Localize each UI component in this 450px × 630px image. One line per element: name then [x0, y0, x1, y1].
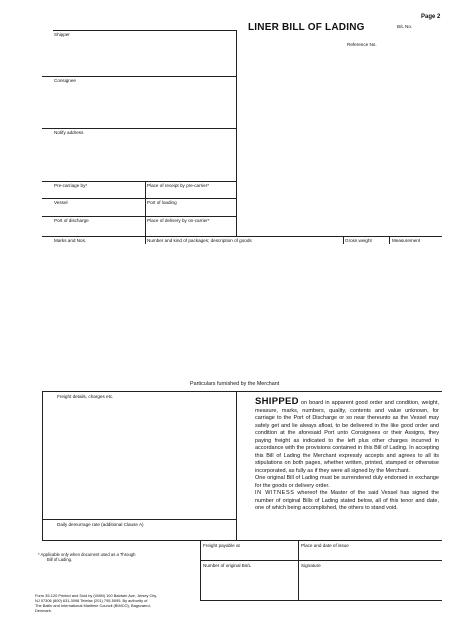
number-originals-field[interactable]	[202, 569, 296, 598]
place-of-delivery-label: Place of delivery by on-carrier*	[147, 218, 210, 223]
goods-col-rule-3	[389, 236, 390, 244]
shipped-text: on board in apparent good order and condition, weight, measure, marks, numbers, quality, contents and value unknown, for carriage to the Port of Discharge or so near thereunto as the Vessel may safely get and lie always afloat, to be delivered in the like good order and condition at the aforesaid Port unto Consignees or their Assigns, they paying freight as indicated to the left plus other charges incurred in accordance with the provisions contained in this Bill of Lading. In accepting this Bill of Lading the Merchant expressly accepts and agrees to all its stipulations on both pages, whether written, printed, stamped or otherwise incorporated, as fully as if they were all signed by the Merchant.	[255, 400, 440, 474]
bottom-mid-rule	[200, 560, 442, 561]
bottom-end-rule	[200, 600, 442, 601]
measurement-label: Measurement	[392, 238, 421, 243]
demurrage-rule	[42, 519, 236, 520]
consignee-rule	[42, 76, 236, 77]
notify-address-label: Notify address	[54, 130, 84, 135]
daily-demurrage-label: Daily demurrage rate (additional Clause A)	[57, 522, 144, 527]
bottom-left-rule	[200, 540, 201, 600]
reference-number-label: Reference No.	[347, 42, 377, 47]
particulars-caption: Particulars furnished by the Merchant	[190, 381, 280, 387]
footnote-line-2: Bill of Lading.	[47, 557, 73, 562]
freight-payable-label: Freight payable at	[203, 543, 240, 548]
shipper-top-rule	[53, 30, 236, 31]
witness-text: whereof the Master of the said Vessel has signed the number of original Bills of Lading stated below, all of this tenor and date, one of which being accomplished, the others to stand void.	[255, 490, 439, 511]
place-date-issue-label: Place and date of issue	[301, 543, 349, 548]
witness-heading: IN WITNESS	[255, 490, 295, 496]
form-info-line-4: Denmark.	[35, 608, 52, 613]
precarriage-rule	[42, 181, 236, 182]
freight-top-rule	[42, 391, 442, 392]
one-original-text: One original Bill of Lading must be surrendered duly endorsed in exchange for the goods or delivery order.	[255, 475, 439, 489]
document-title: LINER BILL OF LADING	[248, 22, 365, 33]
freight-right-rule	[236, 391, 237, 540]
packages-description-label: Number and kind of packages; description of goods	[147, 238, 252, 243]
number-originals-label: Number of original Bs/L	[203, 563, 252, 568]
port-discharge-rule	[42, 216, 236, 217]
form-info-line-1: Form 35-120 Printed and Sold by (VMM) 100 Baldwin Ave, Jersey City,	[35, 593, 158, 598]
freight-bottom-rule	[42, 540, 442, 541]
notify-rule	[42, 128, 236, 129]
consignee-field[interactable]	[54, 84, 234, 126]
signature-field[interactable]	[300, 569, 440, 598]
shipper-field[interactable]	[54, 38, 234, 74]
port-of-discharge-label: Port of discharge	[54, 218, 89, 223]
goods-header-rule	[42, 236, 442, 237]
left-block-right-rule	[236, 30, 237, 236]
form-info-line-3: The Baltic and International Maritime Council (BIMCO), Bagsvaerd,	[35, 603, 151, 608]
signature-label: Signature	[301, 563, 321, 568]
shipped-heading: SHIPPED	[255, 396, 299, 407]
goods-col-rule-1	[145, 236, 146, 244]
pre-carriage-label: Pre-carriage by*	[54, 183, 88, 188]
shipper-label: Shipper	[54, 32, 70, 37]
shipping-terms	[255, 398, 439, 513]
gross-weight-label: Gross weight	[345, 238, 372, 243]
freight-details-label: Freight details, charges etc.	[57, 394, 114, 399]
port-of-loading-label: Port of loading	[147, 200, 177, 205]
place-date-issue-field[interactable]	[300, 549, 440, 559]
freight-details-field[interactable]	[44, 400, 234, 516]
consignee-label: Consignee	[54, 78, 76, 83]
marks-nos-label: Marks and Nos.	[54, 238, 87, 243]
bottom-middle-rule	[298, 540, 299, 600]
form-info-line-2: NJ 07306 (800) 631-3098 Telefax (201) 795-5095. By authority of	[35, 598, 148, 603]
goods-description-area[interactable]	[44, 246, 440, 376]
goods-col-rule-2	[343, 236, 344, 244]
footnote-line-1: * Applicable only when document used as a Through	[38, 552, 136, 557]
notify-address-field[interactable]	[54, 136, 234, 178]
bl-number-label: B/L No.	[397, 24, 413, 29]
vessel-rule	[42, 198, 236, 199]
vessel-label: Vessel	[54, 200, 68, 205]
freight-left-rule	[42, 391, 43, 540]
page-number: Page 2	[421, 14, 441, 20]
place-of-receipt-label: Place of receipt by pre-carrier*	[147, 183, 210, 188]
freight-payable-field[interactable]	[202, 549, 296, 559]
transport-middle-rule	[145, 181, 146, 236]
